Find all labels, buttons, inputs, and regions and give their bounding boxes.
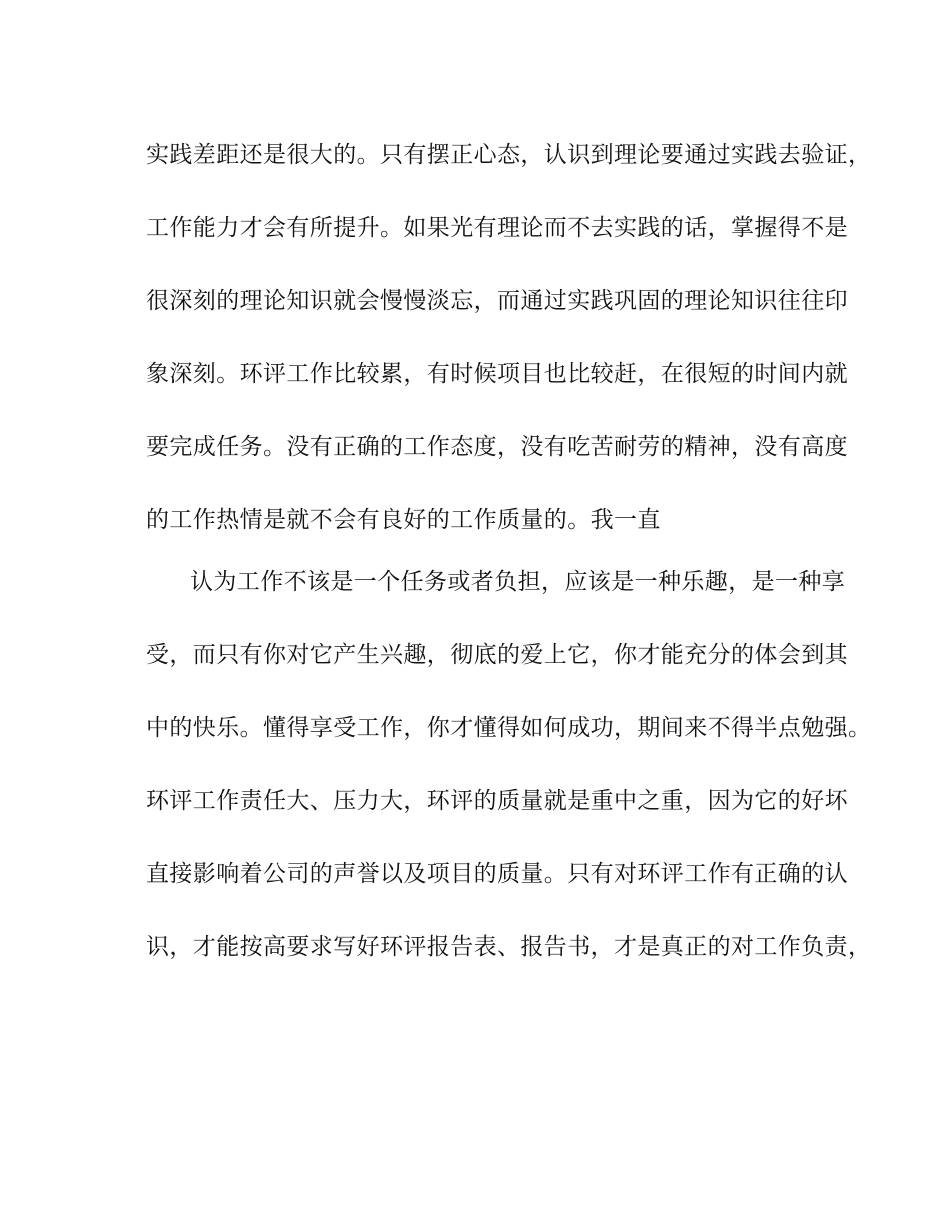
text-line: 工作能力才会有所提升。如果光有理论而不去实践的话，掌握得不是: [146, 215, 848, 241]
text-line: 象深刻。环评工作比较累，有时候项目也比较赶，在很短的时间内就: [146, 361, 848, 387]
text-line: 很深刻的理论知识就会慢慢淡忘，而通过实践巩固的理论知识往往印: [146, 288, 848, 314]
text-line: 环评工作责任大、压力大，环评的质量就是重中之重，因为它的好坏: [146, 788, 848, 814]
text-line: 中的快乐。懂得享受工作，你才懂得如何成功，期间来不得半点勉强。: [146, 715, 872, 741]
text-line: 实践差距还是很大的。只有摆正心态，认识到理论要通过实践去验证，: [146, 142, 872, 168]
text-line: 的工作热情是就不会有良好的工作质量的。我一直: [146, 507, 661, 533]
text-line: 受，而只有你对它产生兴趣，彻底的爱上它，你才能充分的体会到其: [146, 642, 848, 668]
text-line: 识，才能按高要求写好环评报告表、报告书，才是真正的对工作负责，: [146, 934, 872, 960]
text-line: 认为工作不该是一个任务或者负担，应该是一种乐趣，是一种享: [190, 569, 846, 595]
text-line: 直接影响着公司的声誉以及项目的质量。只有对环评工作有正确的认: [146, 861, 848, 887]
text-line: 要完成任务。没有正确的工作态度，没有吃苦耐劳的精神，没有高度: [146, 434, 848, 460]
